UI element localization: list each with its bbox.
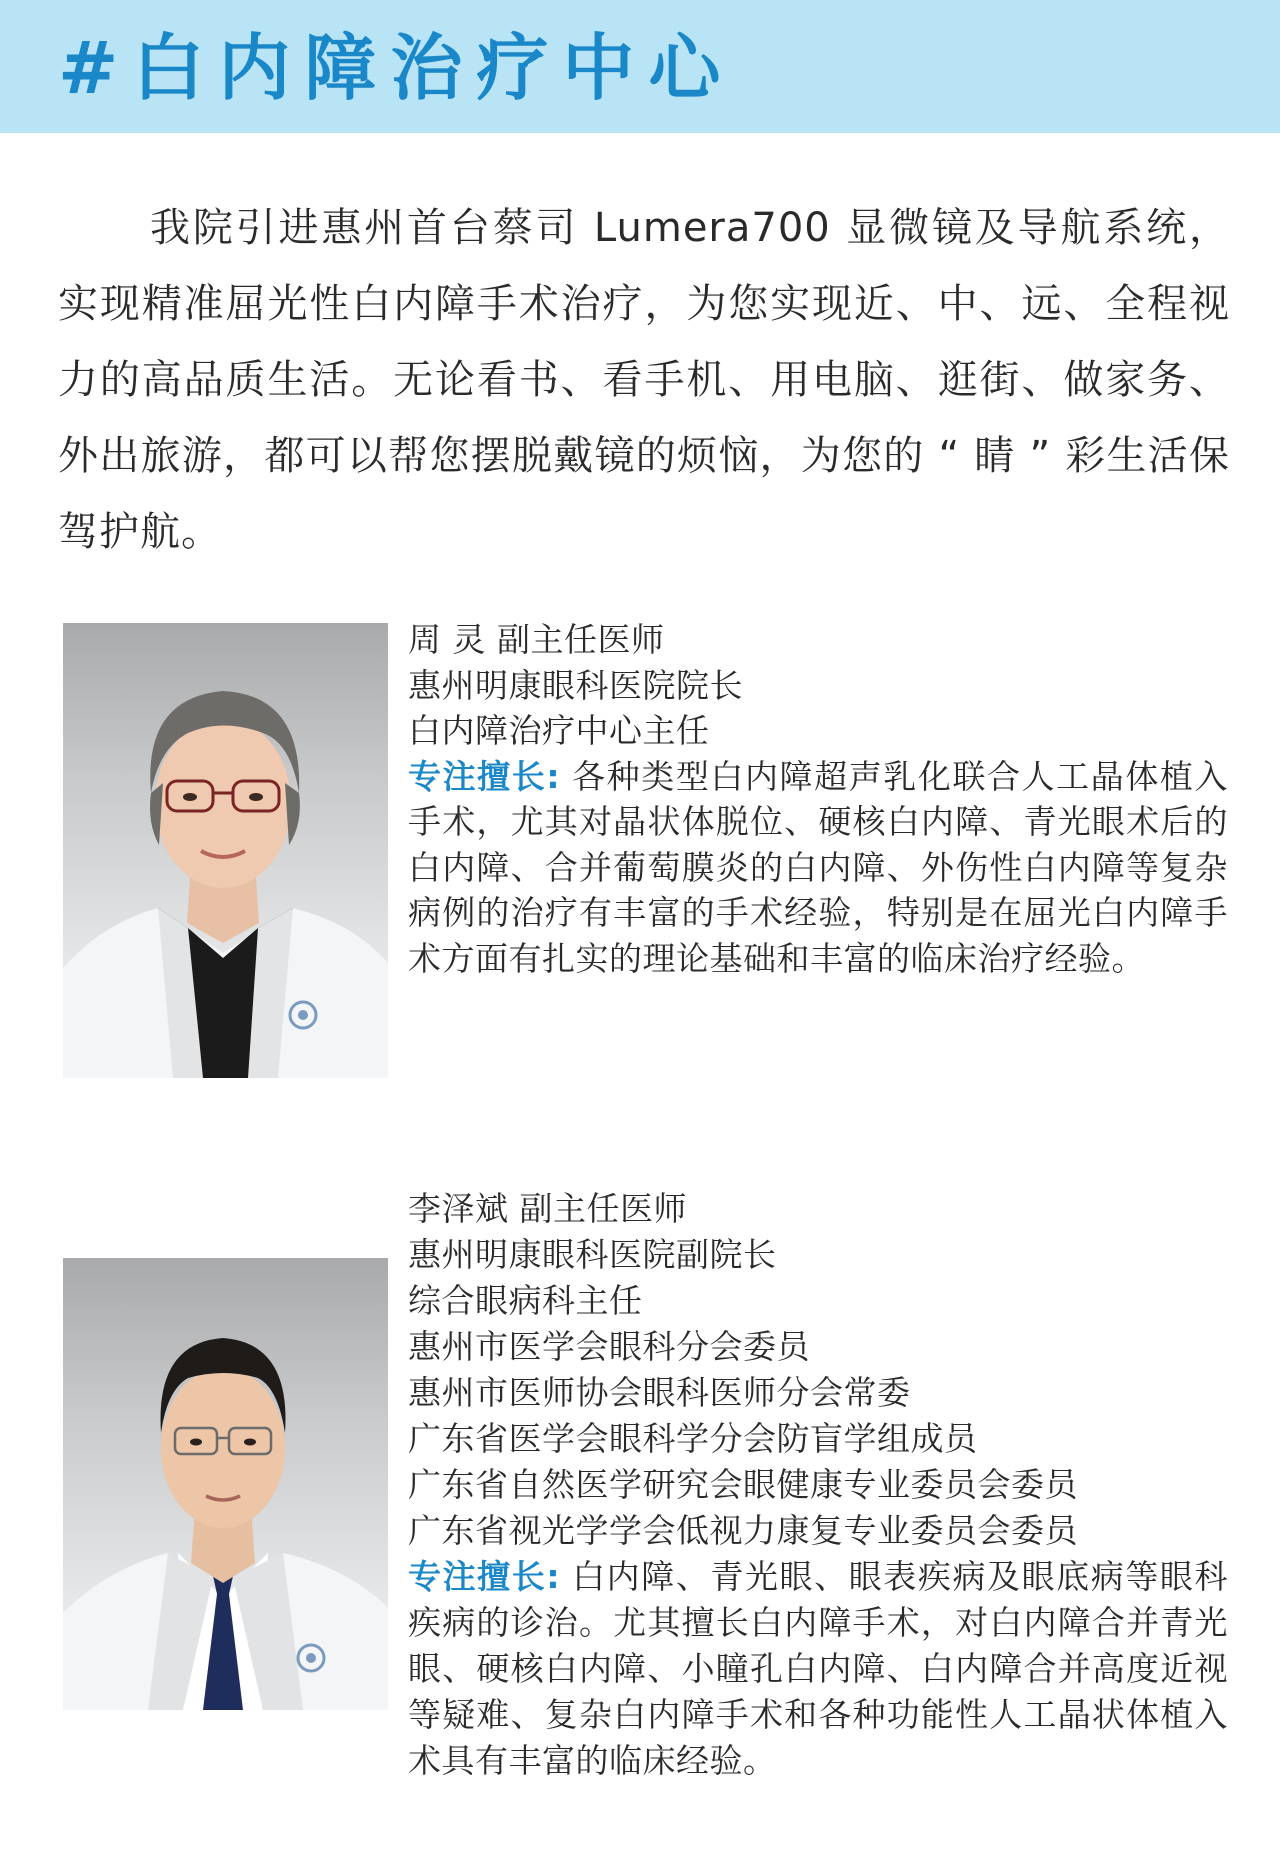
doctor-2-position: 惠州市医学会眼科分会委员 — [408, 1327, 810, 1366]
doctor-1-info — [408, 617, 1228, 981]
doctor-1-name-title: 周 灵 副主任医师 — [408, 620, 665, 659]
doctor-1-position: 白内障治疗中心主任 — [408, 711, 710, 750]
doctor-2-position: 广东省视光学学会低视力康复专业委员会委员 — [408, 1511, 1078, 1550]
doctor-2-position: 惠州明康眼科医院副院长 — [408, 1235, 777, 1274]
doctor-2-position: 综合眼病科主任 — [408, 1281, 643, 1320]
specialty-text: 各种类型白内障超声乳化联合人工晶体植入手术，尤其对晶状体脱位、硬核白内障、青光眼术后的白内障、合并葡萄膜炎的白内障、外伤性白内障等复杂病例的治疗有丰富的手术经验，特别是在屈光白内障手术方面有扎实的理论基础和丰富的临床治疗经验。 — [408, 756, 1228, 978]
doctor-2-position: 广东省自然医学研究会眼健康专业委员会委员 — [408, 1465, 1078, 1504]
doctor-1-specialty — [408, 754, 1228, 982]
doctor-2-position: 广东省医学会眼科学分会防盲学组成员 — [408, 1419, 978, 1458]
specialty-text: 白内障、青光眼、眼表疾病及眼底病等眼科疾病的诊治。尤其擅长白内障手术，对白内障合并青光眼、硬核白内障、小瞳孔白内障、白内障合并高度近视等疑难、复杂白内障手术和各种功能性人工晶状体植入术具有丰富的临床经验。 — [408, 1557, 1228, 1780]
header-band — [0, 0, 1280, 133]
doctor-1-position: 惠州明康眼科医院院长 — [408, 665, 743, 705]
page-title: #白内障治疗中心 — [58, 26, 735, 110]
specialty-label: 专注擅长: — [408, 1557, 561, 1596]
intro-paragraph: 我院引进惠州首台蔡司 Lumera700 显微镜及导航系统，实现精准屈光性白内障手术治疗，为您实现近、中、远、全程视力的高品质生活。无论看书、看手机、用电脑、逛街、做家务、外出旅游，都可以帮您摆脱戴镜的烦恼，为您的 “ 睛 ” 彩生活保驾护航。 — [58, 205, 1230, 555]
doctor-2-photo — [63, 1258, 388, 1710]
doctor-2-info — [408, 1186, 1228, 1784]
specialty-label: 专注擅长: — [408, 756, 561, 796]
doctor-2-position: 惠州市医师协会眼科医师分会常委 — [408, 1373, 911, 1412]
doctor-2-specialty — [408, 1554, 1228, 1784]
doctor-2-name-title: 李泽斌 副主任医师 — [408, 1189, 687, 1228]
doctor-1-photo — [63, 623, 388, 1078]
